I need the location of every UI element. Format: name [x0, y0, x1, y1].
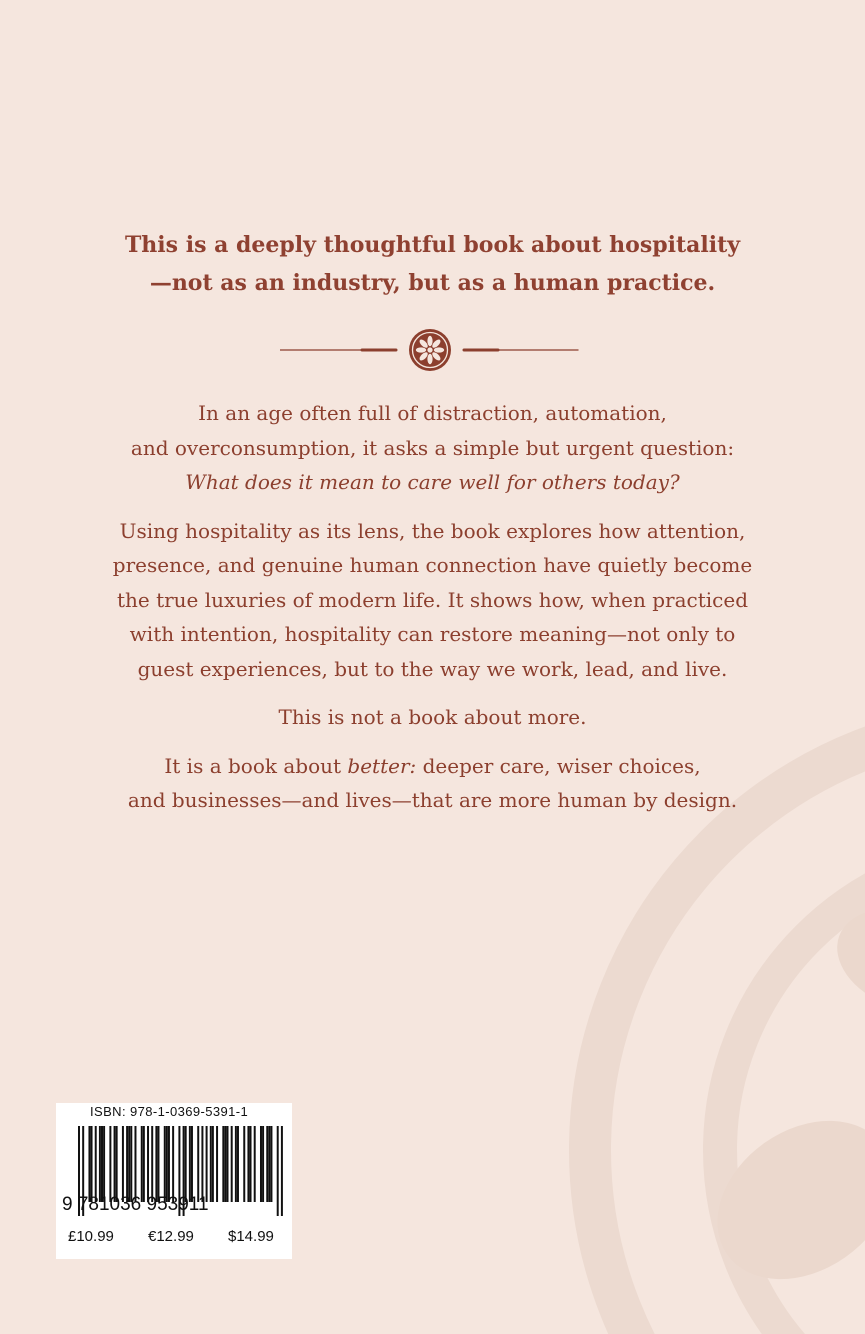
- blurb-text: It is a book about: [164, 753, 348, 778]
- blurb-paragraph-4: [60, 749, 805, 818]
- barcode-bar: [254, 1126, 256, 1202]
- barcode-bar: [224, 1126, 226, 1202]
- blurb-line: presence, and genuine human connection have quietly become: [112, 553, 753, 577]
- blurb-line: guest experiences, but to the way we work, lead, and live.: [137, 656, 728, 681]
- barcode-bar: [227, 1126, 229, 1202]
- barcode-bar: [128, 1126, 130, 1202]
- blurb-line: Using hospitality as its lens, the book explores how attention,: [119, 518, 746, 543]
- blurb-paragraph-2: [60, 514, 805, 687]
- barcode-bar: [268, 1126, 270, 1202]
- tagline: [0, 226, 865, 302]
- barcode-bar: [166, 1126, 168, 1202]
- barcode-bar: [116, 1126, 118, 1202]
- blurb-paragraph-1: [60, 396, 805, 500]
- isbn-label: ISBN: 978-1-0369-5391-1: [90, 1104, 249, 1119]
- blurb-line: In an age often full of distraction, automation,: [198, 401, 667, 425]
- blurb-line: with intention, hospitality can restore meaning—not only to: [129, 622, 736, 646]
- blurb: [60, 396, 805, 832]
- blurb-line: [60, 749, 805, 784]
- barcode-bar: [250, 1126, 252, 1202]
- barcode-bar: [247, 1126, 249, 1202]
- barcode-bar: [260, 1126, 262, 1202]
- barcode-bar: [266, 1126, 268, 1202]
- barcode-bar: [201, 1126, 203, 1202]
- blurb-paragraph-3: [60, 700, 805, 735]
- barcode-bar: [109, 1126, 111, 1202]
- barcode-bar: [237, 1126, 239, 1202]
- barcode-bar: [172, 1126, 174, 1202]
- barcode-bar: [141, 1126, 143, 1202]
- barcode-bar: [99, 1126, 101, 1202]
- barcode-bar: [262, 1126, 264, 1202]
- barcode-panel: [56, 1103, 292, 1259]
- price-usd: $14.99: [228, 1228, 274, 1245]
- isbn-digits: 9 781036 953911: [62, 1194, 209, 1215]
- barcode-bar: [130, 1126, 132, 1202]
- price-gbp: £10.99: [68, 1228, 114, 1245]
- barcode-bar: [168, 1126, 170, 1202]
- barcode-bar: [216, 1126, 218, 1202]
- rosette-icon: [409, 329, 451, 371]
- barcode-bar: [212, 1126, 214, 1202]
- barcode-bar: [231, 1126, 233, 1202]
- barcode-bar: [206, 1126, 208, 1202]
- blurb-line: This is not a book about more.: [278, 705, 587, 729]
- blurb-line: and businesses—and lives—that are more human by design.: [127, 788, 738, 812]
- barcode-bar: [235, 1126, 237, 1202]
- barcode-bar: [164, 1126, 166, 1202]
- barcode-bar: [134, 1126, 136, 1202]
- blurb-text: deeper care, wiser choices,: [416, 753, 701, 778]
- barcode-bar: [185, 1126, 187, 1202]
- barcode-bar: [147, 1126, 149, 1202]
- barcode-bar: [222, 1126, 224, 1202]
- blurb-emphasis: better:: [347, 753, 417, 778]
- barcode-bar: [91, 1126, 93, 1202]
- barcode-bar: [243, 1126, 245, 1202]
- barcode-bar: [95, 1126, 97, 1202]
- barcode-bar: [270, 1126, 272, 1202]
- price-eur: €12.99: [148, 1228, 194, 1245]
- barcode-bar: [88, 1126, 90, 1202]
- divider-ornament: [280, 325, 580, 375]
- barcode-bar: [122, 1126, 124, 1202]
- barcode-bar: [210, 1126, 212, 1202]
- barcode-bar: [191, 1126, 193, 1202]
- barcode-bar: [151, 1126, 153, 1202]
- barcode-bar: [103, 1126, 105, 1202]
- tagline-line-1: This is a deeply thoughtful book about hospitality: [124, 232, 741, 258]
- tagline-line-2: —not as an industry, but as a human practice.: [149, 270, 716, 296]
- barcode-bar: [101, 1126, 103, 1202]
- barcode-bar: [155, 1126, 157, 1202]
- barcode-bar: [157, 1126, 159, 1202]
- barcode-bar: [189, 1126, 191, 1202]
- barcode-bar: [126, 1126, 128, 1202]
- blurb-question: What does it mean to care well for others today?: [185, 470, 680, 494]
- blurb-line: and overconsumption, it asks a simple but urgent question:: [130, 435, 735, 460]
- barcode-bar: [114, 1126, 116, 1202]
- barcode-bar: [197, 1126, 199, 1202]
- barcode-bar: [143, 1126, 145, 1202]
- blurb-line: the true luxuries of modern life. It shows how, when practiced: [116, 587, 749, 612]
